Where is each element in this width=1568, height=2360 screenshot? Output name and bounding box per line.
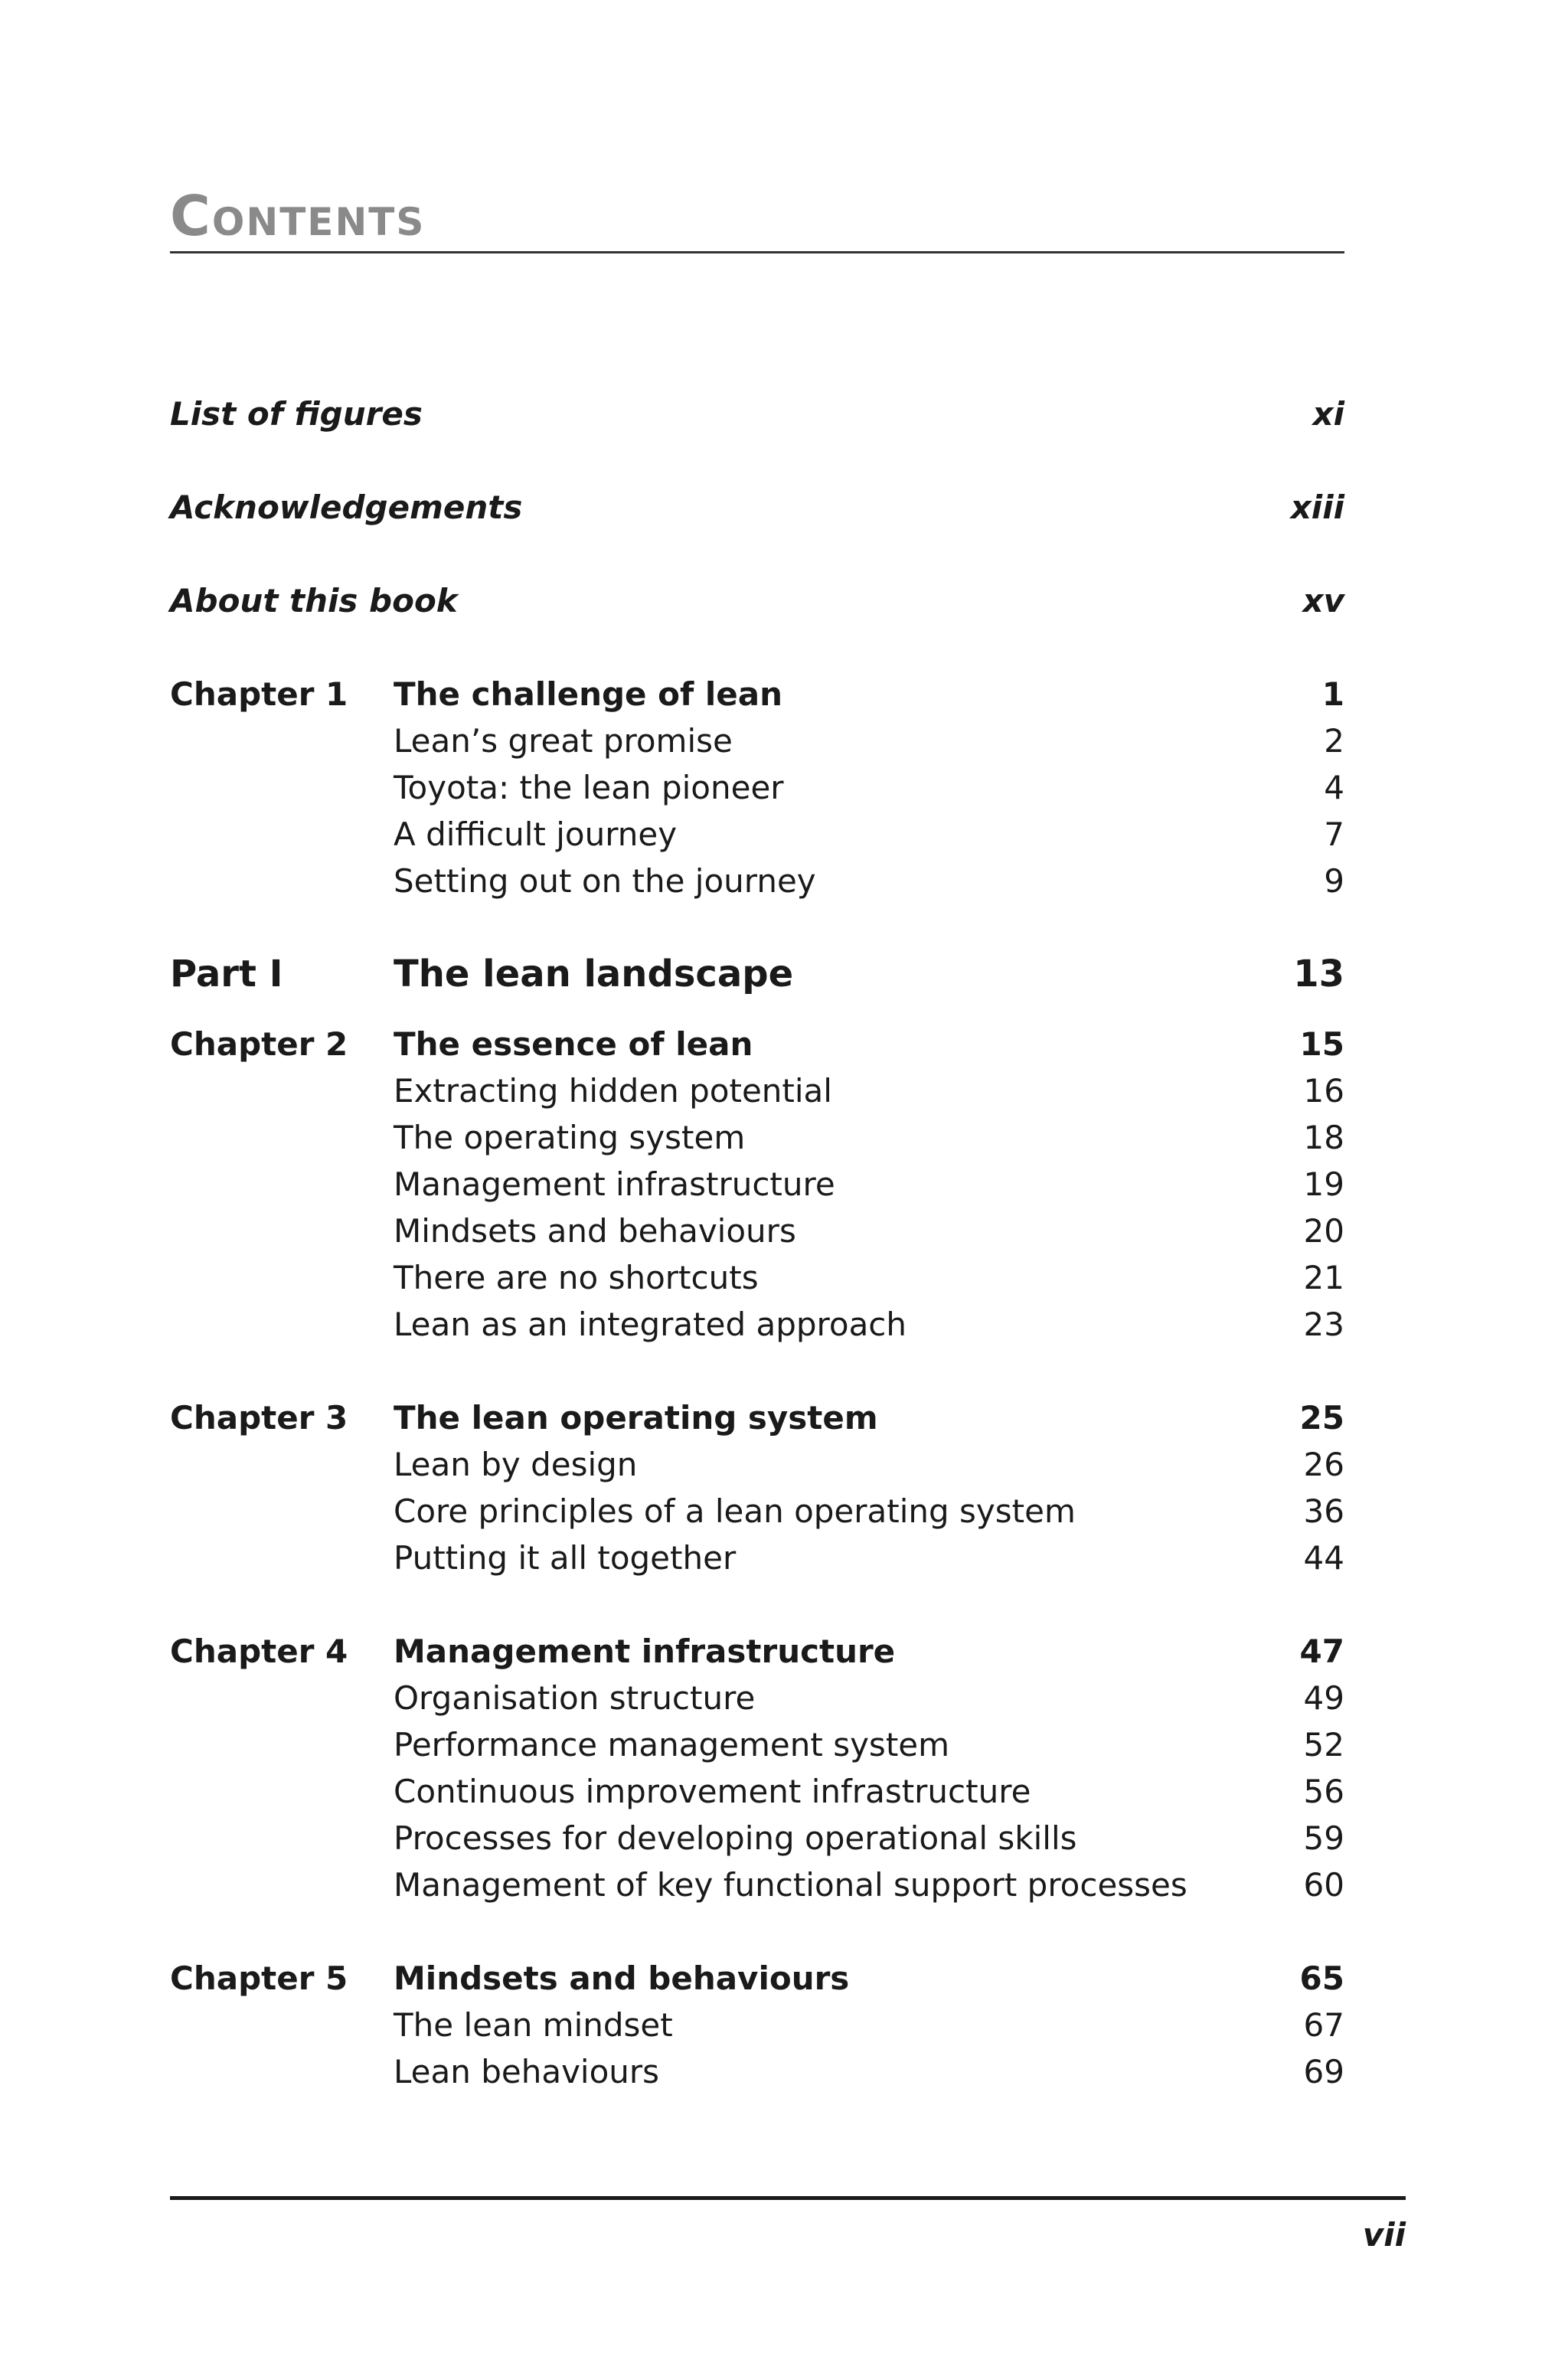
section-entry[interactable]	[170, 2002, 1344, 2048]
chapter-heading[interactable]	[170, 1394, 1344, 1441]
chapter-3	[170, 1394, 1344, 1581]
entry-page: xv	[1302, 582, 1344, 619]
section-title: Setting out on the journey	[394, 862, 816, 900]
part-page: 13	[1293, 953, 1344, 995]
chapter-heading[interactable]	[170, 671, 1344, 717]
section-entry[interactable]	[170, 764, 1344, 811]
section-entry[interactable]	[170, 1768, 1344, 1815]
chapter-label: Chapter 4	[170, 1633, 348, 1670]
table-of-contents	[170, 391, 1344, 2095]
chapter-5	[170, 1955, 1344, 2095]
section-entry[interactable]	[170, 1862, 1344, 1908]
section-entry[interactable]	[170, 717, 1344, 764]
section-page: 59	[1303, 1819, 1344, 1857]
section-title: There are no shortcuts	[394, 1259, 759, 1296]
page-number: vii	[1362, 2216, 1406, 2254]
section-title: Core principles of a lean operating system	[394, 1492, 1076, 1530]
section-title: Lean as an integrated approach	[394, 1306, 907, 1343]
entry-title: Acknowledgements	[170, 489, 523, 526]
chapter-label: Chapter 3	[170, 1399, 348, 1437]
section-page: 36	[1303, 1492, 1344, 1530]
section-title: Processes for developing operational skills	[394, 1819, 1077, 1857]
section-page: 52	[1303, 1726, 1344, 1763]
chapter-label: Chapter 5	[170, 1960, 348, 1997]
chapter-label: Chapter 1	[170, 675, 348, 713]
section-title: Extracting hidden potential	[394, 1072, 832, 1110]
front-matter	[170, 391, 1344, 671]
section-entry[interactable]	[170, 1675, 1344, 1721]
section-title: Continuous improvement infrastructure	[394, 1773, 1031, 1810]
section-entry[interactable]	[170, 1535, 1344, 1581]
spacer	[170, 1581, 1344, 1628]
section-entry[interactable]	[170, 1114, 1344, 1161]
heading-rule	[170, 251, 1344, 253]
section-entry[interactable]	[170, 1721, 1344, 1768]
section-page: 23	[1303, 1306, 1344, 1343]
spacer	[170, 904, 1344, 951]
section-title: Toyota: the lean pioneer	[394, 769, 784, 806]
chapter-page: 1	[1321, 675, 1344, 713]
spacer	[170, 1348, 1344, 1394]
section-title: Lean’s great promise	[394, 722, 733, 760]
chapter-title: The essence of lean	[394, 1025, 753, 1063]
chapter-title: The lean operating system	[394, 1399, 878, 1437]
chapter-heading[interactable]	[170, 1628, 1344, 1675]
section-page: 44	[1303, 1539, 1344, 1577]
section-title: The operating system	[394, 1119, 746, 1156]
entry-title: List of figures	[170, 395, 423, 433]
chapter-4	[170, 1628, 1344, 1908]
toc-entry-acknowledgements[interactable]	[170, 484, 1344, 577]
section-entry[interactable]	[170, 1301, 1344, 1348]
entry-page: xi	[1312, 395, 1344, 433]
section-title: Putting it all together	[394, 1539, 737, 1577]
section-page: 60	[1303, 1866, 1344, 1904]
section-entry[interactable]	[170, 1441, 1344, 1488]
chapter-1	[170, 671, 1344, 904]
section-page: 9	[1324, 862, 1344, 900]
part-label: Part I	[170, 953, 283, 995]
footer-rule	[170, 2196, 1406, 2200]
section-page: 2	[1324, 722, 1344, 760]
chapter-heading[interactable]	[170, 1021, 1344, 1067]
chapter-page: 65	[1299, 1960, 1344, 1997]
chapter-title: Management infrastructure	[394, 1633, 896, 1670]
chapter-page: 25	[1299, 1399, 1344, 1437]
entry-page: xiii	[1290, 489, 1344, 526]
section-entry[interactable]	[170, 1067, 1344, 1114]
toc-entry-list-of-figures[interactable]	[170, 391, 1344, 484]
chapter-page: 15	[1299, 1025, 1344, 1063]
chapter-title: Mindsets and behaviours	[394, 1960, 850, 1997]
chapter-2	[170, 1021, 1344, 1348]
section-entry[interactable]	[170, 1254, 1344, 1301]
chapter-page: 47	[1299, 1633, 1344, 1670]
section-title: The lean mindset	[394, 2006, 673, 2044]
section-page: 20	[1303, 1212, 1344, 1250]
section-page: 56	[1303, 1773, 1344, 1810]
section-page: 19	[1303, 1165, 1344, 1203]
section-entry[interactable]	[170, 858, 1344, 904]
section-entry[interactable]	[170, 1488, 1344, 1535]
section-title: A difficult journey	[394, 816, 678, 853]
section-page: 18	[1303, 1119, 1344, 1156]
entry-title: About this book	[170, 582, 458, 619]
section-entry[interactable]	[170, 2048, 1344, 2095]
section-title: Management of key functional support processes	[394, 1866, 1187, 1904]
section-page: 7	[1324, 816, 1344, 853]
part-title: The lean landscape	[394, 953, 794, 995]
part-heading[interactable]	[170, 951, 1344, 1021]
contents-heading: Contents	[170, 184, 426, 248]
toc-entry-about-this-book[interactable]	[170, 577, 1344, 671]
section-page: 16	[1303, 1072, 1344, 1110]
section-title: Performance management system	[394, 1726, 950, 1763]
section-page: 67	[1303, 2006, 1344, 2044]
section-title: Lean behaviours	[394, 2053, 660, 2090]
section-entry[interactable]	[170, 811, 1344, 858]
chapter-heading[interactable]	[170, 1955, 1344, 2002]
spacer	[170, 1908, 1344, 1955]
section-title: Mindsets and behaviours	[394, 1212, 796, 1250]
section-page: 26	[1303, 1446, 1344, 1483]
section-entry[interactable]	[170, 1208, 1344, 1254]
section-page: 4	[1324, 769, 1344, 806]
section-entry[interactable]	[170, 1815, 1344, 1862]
chapter-label: Chapter 2	[170, 1025, 348, 1063]
section-page: 69	[1303, 2053, 1344, 2090]
section-title: Lean by design	[394, 1446, 638, 1483]
section-entry[interactable]	[170, 1161, 1344, 1208]
section-page: 49	[1303, 1679, 1344, 1717]
section-page: 21	[1303, 1259, 1344, 1296]
section-title: Management infrastructure	[394, 1165, 835, 1203]
chapter-title: The challenge of lean	[394, 675, 783, 713]
section-title: Organisation structure	[394, 1679, 756, 1717]
